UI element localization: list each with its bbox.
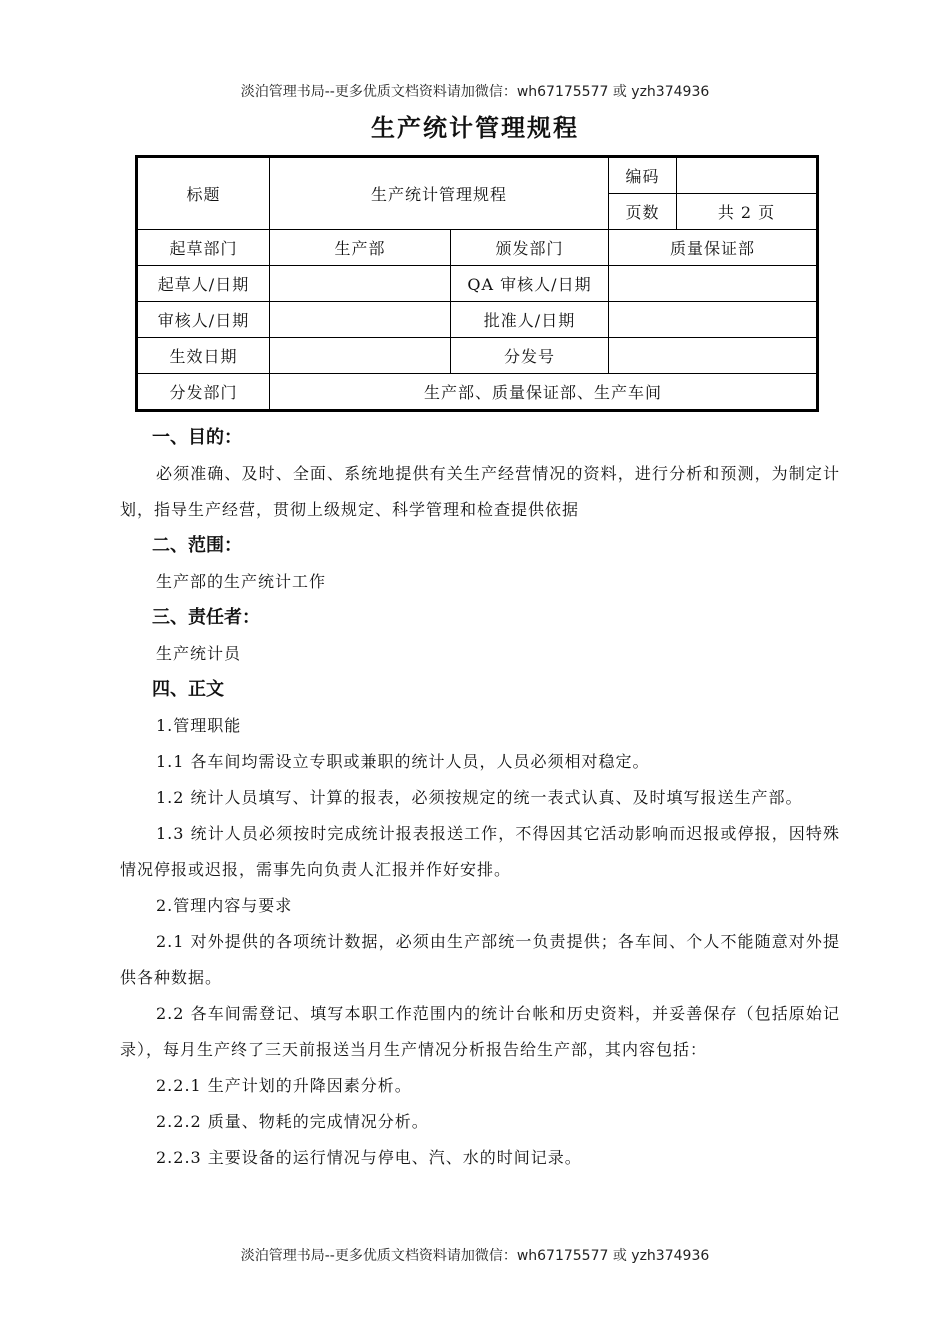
document-meta-table [135, 155, 819, 412]
qa-value-cell [609, 266, 818, 302]
header-watermark-note: 淡泊管理书局--更多优质文档资料请加微信：wh67175577 或 yzh374936 [240, 84, 710, 100]
reviewer-label-cell: 审核人/日期 [137, 302, 270, 338]
responsibility-paragraph: 生产统计员 [156, 644, 242, 663]
section-heading-purpose: 一、目的： [152, 427, 242, 448]
title-value-cell: 生产统计管理规程 [270, 157, 609, 230]
clause-2-1: 2.1 对外提供的各项统计数据，必须由生产部统一负责提供；各车间、个人不能随意对外提供各种数据。 [120, 932, 840, 987]
dist-no-value-cell [609, 338, 818, 374]
effective-value-cell [270, 338, 451, 374]
pages-value-cell: 共 2 页 [677, 194, 818, 230]
section-heading-body: 四、正文 [152, 679, 224, 700]
effective-label-cell: 生效日期 [137, 338, 270, 374]
issue-dept-label-cell: 颁发部门 [451, 230, 609, 266]
code-label-cell: 编码 [609, 157, 677, 194]
meta-row-title [137, 157, 818, 194]
reviewer-value-cell [270, 302, 451, 338]
drafter-value-cell [270, 266, 451, 302]
dist-dept-value-cell: 生产部、质量保证部、生产车间 [270, 374, 818, 411]
clause-1: 1.管理职能 [156, 716, 242, 735]
drafter-label-cell: 起草人/日期 [137, 266, 270, 302]
approver-label-cell: 批准人/日期 [451, 302, 609, 338]
document-body [120, 420, 840, 1176]
clause-2-2-2: 2.2.2 质量、物耗的完成情况分析。 [156, 1112, 429, 1131]
meta-row-effective [137, 338, 818, 374]
meta-row-departments [137, 230, 818, 266]
clause-2-2-1: 2.2.1 生产计划的升降因素分析。 [156, 1076, 412, 1095]
meta-row-distribution [137, 374, 818, 411]
footer-watermark-note: 淡泊管理书局--更多优质文档资料请加微信：wh67175577 或 yzh374936 [240, 1248, 710, 1264]
scope-paragraph: 生产部的生产统计工作 [156, 572, 327, 591]
issue-dept-value-cell: 质量保证部 [609, 230, 818, 266]
dist-no-label-cell: 分发号 [451, 338, 609, 374]
clause-1-3: 1.3 统计人员必须按时完成统计报表报送工作，不得因其它活动影响而迟报或停报，因特殊情况停报或迟报，需事先向负责人汇报并作好安排。 [120, 824, 840, 879]
draft-dept-label-cell: 起草部门 [137, 230, 270, 266]
document-title: 生产统计管理规程 [371, 114, 579, 142]
section-heading-scope: 二、范围： [152, 535, 242, 556]
pages-label-cell: 页数 [609, 194, 677, 230]
clause-2: 2.管理内容与要求 [156, 896, 293, 915]
clause-2-2: 2.2 各车间需登记、填写本职工作范围内的统计台帐和历史资料，并妥善保存（包括原始记录），每月生产终了三天前报送当月生产情况分析报告给生产部，其内容包括： [120, 1004, 840, 1059]
dist-dept-label-cell: 分发部门 [137, 374, 270, 411]
approver-value-cell [609, 302, 818, 338]
draft-dept-value-cell: 生产部 [270, 230, 451, 266]
clause-1-1: 1.1 各车间均需设立专职或兼职的统计人员，人员必须相对稳定。 [156, 752, 650, 771]
clause-1-2: 1.2 统计人员填写、计算的报表，必须按规定的统一表式认真、及时填写报送生产部。 [156, 788, 803, 807]
purpose-paragraph: 必须准确、及时、全面、系统地提供有关生产经营情况的资料，进行分析和预测，为制定计划，指导生产经营，贯彻上级规定、科学管理和检查提供依据 [120, 464, 840, 519]
title-label-cell: 标题 [137, 157, 270, 230]
meta-row-drafter [137, 266, 818, 302]
clause-2-2-3: 2.2.3 主要设备的运行情况与停电、汽、水的时间记录。 [156, 1148, 582, 1167]
section-heading-responsibility: 三、责任者： [152, 607, 260, 628]
code-value-cell [677, 157, 818, 194]
qa-label-cell: QA 审核人/日期 [451, 266, 609, 302]
meta-row-reviewer [137, 302, 818, 338]
